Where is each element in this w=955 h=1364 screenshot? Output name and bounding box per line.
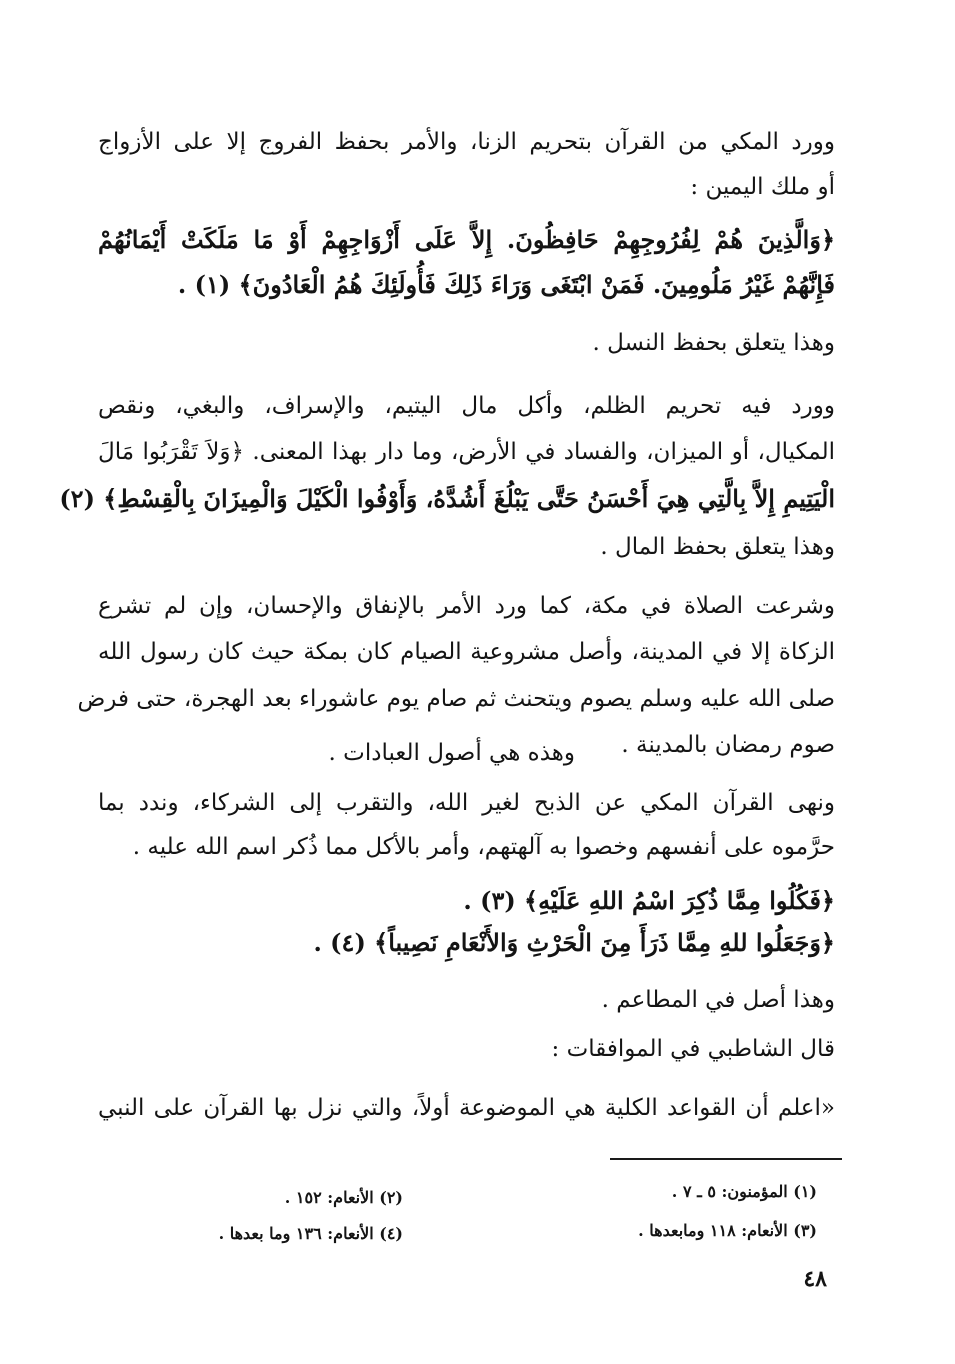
body-line-7: المكيال، أو الميزان، والفساد في الأرض، وما دار بهذا المعنى. ﴿وَلاَ تَقْرَبُوا مَالَ [98,439,835,465]
quran-verse-line-2: فَإِنَّهُمْ غَيْرُ مَلُومِينَ. فَمَنْ ابْتَغَى وَرَاءَ ذَلِكَ فَأُولَئِكَ هُمُ الْعَادُونَ﴾ (١) . [177,270,835,299]
quran-verse-line-3: الْيَتِيمِ إِلاَّ بِالَّتِي هِيَ أَحْسَنُ حَتَّى يَبْلُغَ أَشُدَّهُ، وَأَوْفُوا الْكَيْلَ وَالْمِيزَانَ بِالْقِسْطِ﴾ (٢) [59,484,835,513]
body-line-13: صوم رمضان بالمدينة . [621,732,835,758]
footnote-3: (٣) الأنعام: ١١٨ ومابعدها . [638,1221,817,1240]
body-line-12: صلى الله عليه وسلم يصوم ويتحنث ثم صام يوم عاشوراء بعد الهجرة، حتى فرض [77,686,835,712]
body-line-protection-wealth: وهذا يتعلق بحفظ المال . [600,534,835,560]
body-line-food-origin: وهذا أصل في المطاعم . [601,987,835,1013]
body-line-protection-offspring: وهذا يتعلق بحفظ النسل . [592,330,835,356]
body-line-10: وشرعت الصلاة في مكة، كما ورد الأمر بالإنفاق والإحسان، وإن لم تشرع [98,593,835,619]
body-line-15: ونهى القرآن المكي عن الذبح لغير الله، والتقرب إلى الشركاء، وندد بما [98,790,836,816]
body-line-16: حرَّموه على أنفسهم وخصوا به آلهتهم، وأمر بالأكل مما ذُكر اسم الله عليه . [132,834,835,860]
body-line-shatibi-quote: «اعلم أن القواعد الكلية هي الموضوعة أولاً، والتي نزل بها القرآن على النبي [98,1095,835,1121]
footnote-2: (٢) الأنعام: ١٥٢ . [284,1188,403,1207]
body-line-1: وورد المكي من القرآن بتحريم الزنا، والأمر بحفظ الفروج إلا على الأزواج [98,129,835,155]
footnote-separator [610,1158,842,1160]
page-number: ٤٨ [803,1266,827,1292]
quran-verse-line-4: ﴿فَكُلُوا مِمَّا ذُكِرَ اسْمُ اللهِ عَلَيْهِ﴾ (٣) . [463,886,835,915]
body-line-shatibi-quote-intro: قال الشاطبي في الموافقات : [551,1036,835,1062]
quran-verse-line-1: ﴿وَالَّذِينَ هُمْ لِفُرُوجِهِمْ حَافِظُونَ. إِلاَّ عَلَى أَزْوَاجِهِمْ أَوْ مَا مَلَكَتْ أَيْمَانُهُمْ [98,225,835,254]
body-line-11: الزكاة إلا في المدينة، وأصل مشروعية الصيام كان بمكة حيث كان رسول الله [98,639,835,665]
body-line-worship-origins: وهذه هي أصول العبادات . [328,740,575,766]
quran-verse-line-5: ﴿وَجَعَلُوا للهِ مِمَّا ذَرَأَ مِنَ الْحَرْثِ وَالأَنْعَامِ نَصِيباً﴾ (٤) . [313,928,835,957]
body-line-2: أو ملك اليمين : [690,174,835,200]
footnote-4: (٤) الأنعام: ١٣٦ وما بعدها . [218,1224,403,1243]
footnote-1: (١) المؤمنون: ٥ ـ ٧ . [671,1182,817,1201]
body-line-6: وورد فيه تحريم الظلم، وأكل مال اليتيم، والإسراف، والبغي، ونقص [98,393,835,419]
